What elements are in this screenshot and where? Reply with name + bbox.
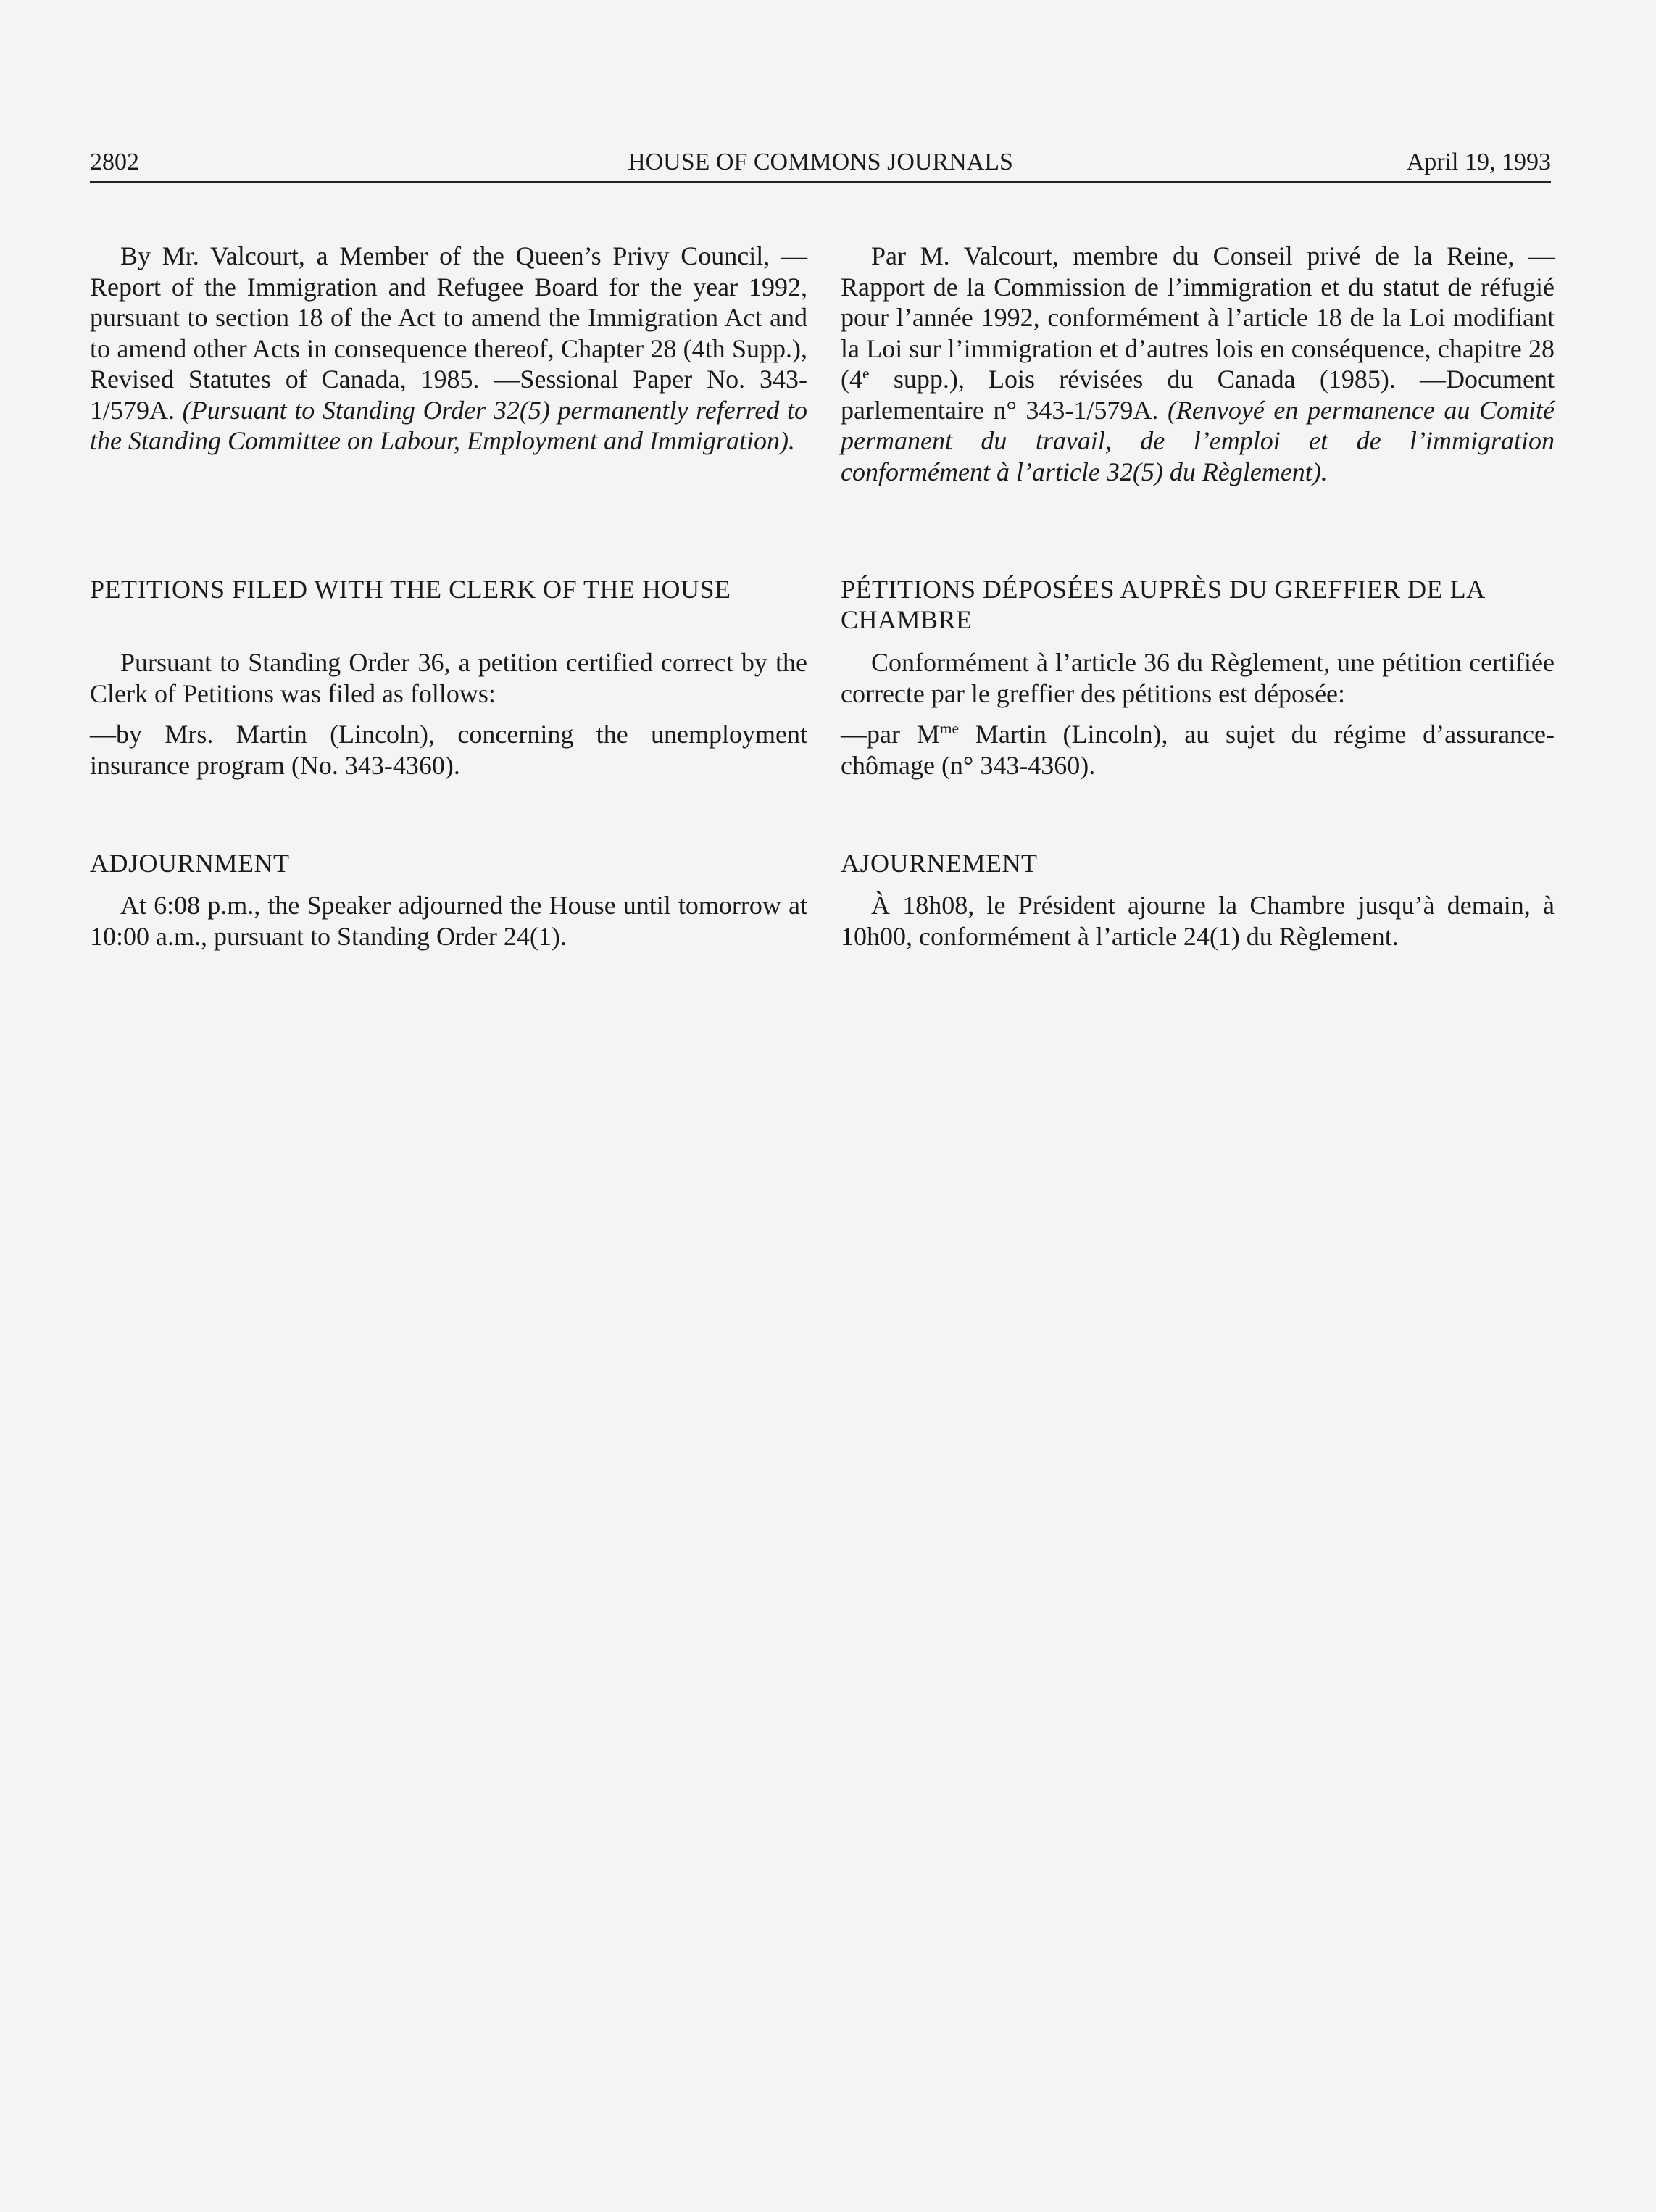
petitions-body-en [90,647,807,781]
adjournment-text-fr: À 18h08, le Président ajourne la Chambre jusqu’à demain, à 10h00, conformément à l’article 24(1) du Règlement. [841,891,1555,951]
petitions-item-fr [841,719,1555,781]
adjournment-heading-fr: AJOURNEMENT [841,849,1038,878]
petitions-heading-en: PETITIONS FILED WITH THE CLERK OF THE HOUSE [90,575,731,604]
sessional-paper-text-en: By Mr. Valcourt, a Member of the Queen’s Privy Council, —Report of the Immigration and Refugee Board for the year 1992, pursuant to section 18 of the Act to amend the Immigration Act and to amend other Acts in consequence thereof, Chapter 28 (4th Supp.), Revised Statutes of Canada, 1985. —Sessional Paper No. 343-1/579A. [90,241,807,425]
petitions-item-en: —by Mrs. Martin (Lincoln), concerning the unemployment insurance program (No. 343-4360). [90,720,807,780]
adjournment-section-en [90,848,807,952]
adjournment-text-en: At 6:08 p.m., the Speaker adjourned the House until tomorrow at 10:00 a.m., pursuant to Standing Order 24(1). [90,891,807,951]
petitions-intro-en: Pursuant to Standing Order 36, a petition certified correct by the Clerk of Petitions was filed as follows: [90,648,807,708]
sessional-paper-referral-en: (Pursuant to Standing Order 32(5) permanently referred to the Standing Committee on Labour, Employment and Immigration). [90,395,807,455]
journal-date: April 19, 1993 [1406,149,1551,175]
petitions-body-fr [841,647,1555,781]
sessional-paper-paragraph-fr [841,241,1555,487]
petitions-item-fr-2: Martin (Lincoln), au sujet du régime d’assurance-chômage (n° 343-4360). [841,720,1555,780]
petitions-heading-fr: PÉTITIONS DÉPOSÉES AUPRÈS DU GREFFIER DE LA CHAMBRE [841,575,1484,634]
petitions-intro-fr: Conformément à l’article 36 du Règlement, une pétition certifiée correcte par le greffier des pétitions est déposée: [841,648,1555,708]
sessional-paper-text-fr-2: supp.), Lois révisées du Canada (1985). —Document parlementaire n° 343-1/579A. [841,365,1555,425]
sessional-paper-en [90,241,807,457]
page-header [90,145,1551,183]
sessional-paper-paragraph-en [90,241,807,457]
sessional-paper-referral-fr: (Renvoyé en permanence au Comité permanent du travail, de l’emploi et de l’immigration conformément à l’article 32(5) du Règlement). [841,395,1555,486]
sessional-paper-fr [841,241,1555,487]
sessional-paper-text-fr-1: Par M. Valcourt, membre du Conseil privé de la Reine, —Rapport de la Commission de l’immigration et du statut de réfugié pour l’année 1992, conformément à l’article 18 de la Loi modifiant la Loi sur l’immigration et d’autres lois en conséquence, chapitre 28 (4 [841,241,1555,394]
petitions-section-fr [841,574,1555,635]
journal-title: HOUSE OF COMMONS JOURNALS [628,149,1013,175]
adjournment-section-fr [841,848,1555,952]
adjournment-heading-en: ADJOURNMENT [90,849,290,878]
page-number: 2802 [90,149,139,175]
petitions-item-sup-fr: me [939,720,960,737]
petitions-item-fr-1: —par M [841,720,940,749]
sessional-paper-sup-fr: e [862,365,870,382]
petitions-section-en [90,574,807,604]
